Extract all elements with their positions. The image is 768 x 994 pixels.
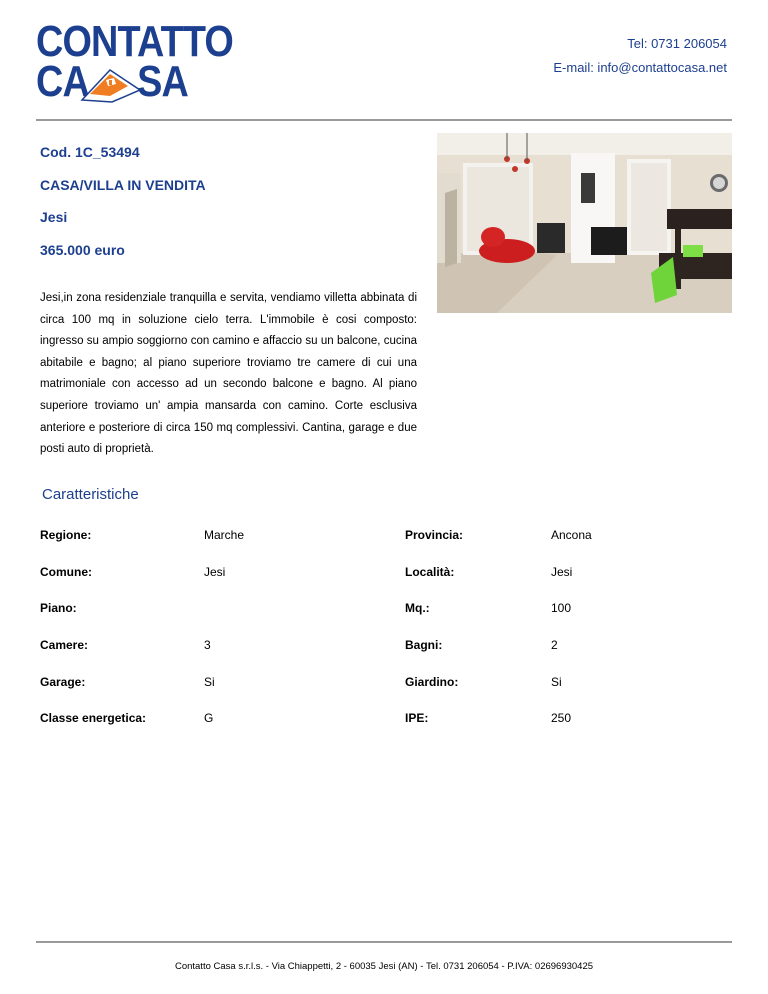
feature-value: Jesi: [551, 565, 573, 579]
listing-city: Jesi: [40, 209, 68, 225]
features-row: [0, 565, 768, 581]
feature-value: G: [204, 711, 214, 725]
header-email[interactable]: E-mail: info@contattocasa.net: [553, 60, 727, 75]
listing-price: 365.000 euro: [40, 242, 125, 258]
features-row: [0, 675, 768, 691]
feature-label: Provincia:: [405, 528, 464, 542]
house-logo-icon: [76, 64, 146, 104]
feature-label: Bagni:: [405, 638, 443, 652]
listing-description: Jesi,in zona residenziale tranquilla e servita, vendiamo villetta abbinata di circa 100 mq in soluzione cielo terra. L'immobile è cosi composto: ingresso su ampio soggiorno con camino e affaccio su un balcone, cucina abitabile e bagno; al piano superiore troviamo tre camere di cui una matrimoniale con accesso ad un secondo balcone e bagno. Al piano superiore troviamo un' ampia mansarda con camino. Corte esclusiva anteriore e posteriore di circa 150 mq complessivi. Cantina, garage e due posti auto di proprietà.: [40, 292, 417, 456]
logo-line-2-left: CA: [36, 57, 89, 106]
company-logo: [36, 17, 234, 106]
listing-type: CASA/VILLA IN VENDITA: [40, 177, 206, 193]
footer-divider: [36, 941, 732, 943]
feature-label: Regione:: [40, 528, 92, 542]
features-title: Caratteristiche: [42, 486, 139, 503]
footer-text: Contatto Casa s.r.l.s. - Via Chiappetti, 2 - 60035 Jesi (AN) - Tel. 0731 206054 - P.IVA: 02696930425: [174, 961, 594, 972]
feature-value: 2: [551, 638, 558, 652]
logo-line-2-right: SA: [137, 57, 188, 106]
feature-label: Comune:: [40, 565, 92, 579]
feature-value: Jesi: [204, 565, 226, 579]
feature-value: 3: [204, 638, 211, 652]
header-divider: [36, 119, 732, 121]
header-phone: Tel: 0731 206054: [627, 36, 727, 51]
feature-label: Località:: [405, 565, 455, 579]
features-row: [0, 528, 768, 544]
feature-value: 250: [551, 711, 572, 725]
feature-label: Garage:: [40, 675, 86, 689]
property-photo: [437, 133, 732, 313]
listing-code: Cod. 1C_53494: [40, 144, 140, 160]
feature-value: Marche: [204, 528, 245, 542]
features-row: [0, 711, 768, 727]
feature-value: 100: [551, 601, 572, 615]
feature-label: Piano:: [40, 601, 77, 615]
feature-label: Camere:: [40, 638, 89, 652]
features-row: [0, 601, 768, 617]
feature-value: Ancona: [551, 528, 592, 542]
features-row: [0, 638, 768, 654]
feature-label: Classe energetica:: [40, 711, 147, 725]
feature-value: Si: [204, 675, 215, 689]
feature-label: Giardino:: [405, 675, 459, 689]
feature-value: Si: [551, 675, 562, 689]
logo-line-1: CONTATTO: [36, 17, 234, 66]
feature-label: Mq.:: [405, 601, 430, 615]
feature-label: IPE:: [405, 711, 429, 725]
